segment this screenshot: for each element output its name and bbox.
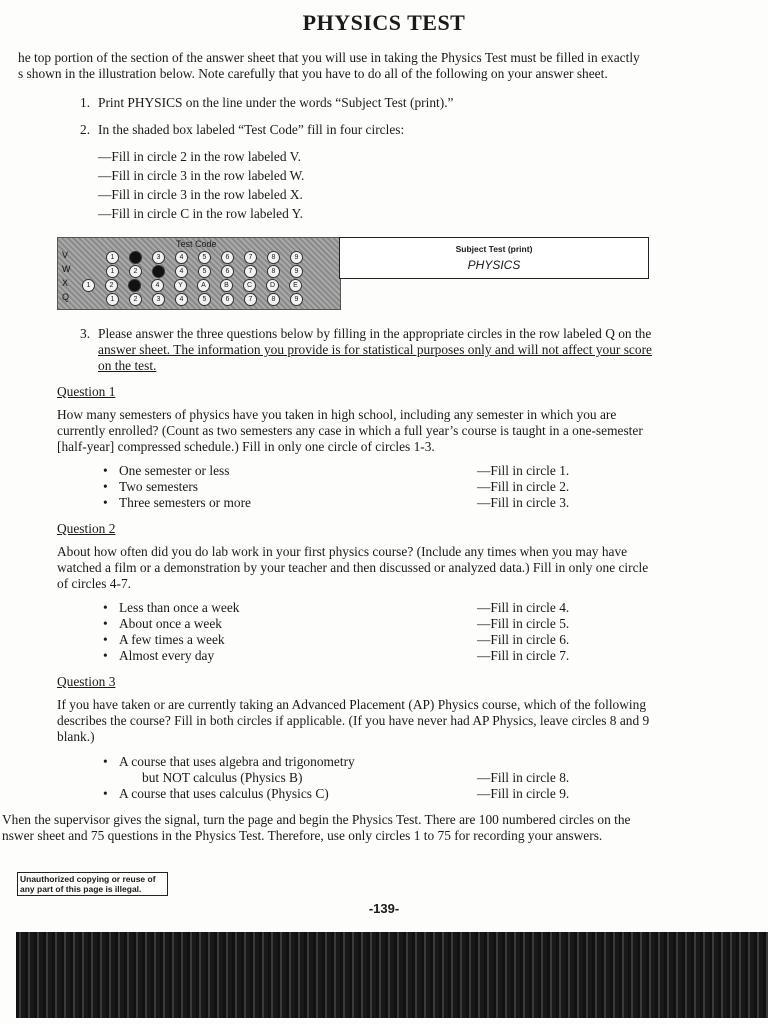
grid-row-label: W [62, 264, 71, 274]
question-2-heading: Question 2 [57, 521, 116, 536]
test-code-title: Test Code [176, 239, 217, 249]
fill-instruction: —Fill in circle 5. [477, 616, 570, 631]
subject-test-box [339, 237, 649, 279]
instruction-text: answer sheet. The information you provide is for statistical purposes only and will not affect your score [98, 342, 652, 357]
list-item: • A course that uses calculus (Physics C) [103, 786, 329, 801]
fill-instruction: —Fill in circle 6. [477, 632, 570, 647]
grid-row [58, 278, 340, 292]
question-3-fills [477, 770, 569, 802]
test-code-grid [57, 237, 341, 310]
grid-circle: 9 [290, 293, 303, 306]
page-number: -139- [368, 901, 400, 916]
grid-row-label: X [62, 278, 69, 288]
question-2-options [103, 600, 239, 664]
grid-circle: 8 [267, 251, 280, 264]
question-3-options [103, 754, 355, 802]
list-item: • One semester or less [103, 463, 230, 478]
instruction-2 [80, 122, 720, 138]
grid-circle: 5 [198, 265, 211, 278]
question-line: watched a film or a demonstration by your teacher and then discussed or analyzed data.) Fill in only one circle [57, 560, 649, 575]
grid-circle: 7 [244, 293, 257, 306]
fill-instruction: —Fill in circle 1. [477, 463, 570, 478]
question-line: of circles 4-7. [57, 576, 131, 591]
grid-circle [128, 279, 141, 292]
subject-test-value: PHYSICS [467, 258, 521, 272]
grid-circle: 1 [106, 251, 119, 264]
question-3-text [57, 697, 687, 745]
grid-circle: 5 [198, 251, 211, 264]
question-3-heading: Question 3 [57, 674, 116, 689]
grid-circle: 4 [151, 279, 164, 292]
closing-paragraph [2, 812, 742, 844]
instruction-number: 2. [80, 122, 91, 137]
grid-circle: 6 [221, 293, 234, 306]
list-item: • Three semesters or more [103, 495, 251, 510]
instruction-3 [80, 326, 720, 374]
list-item: • Almost every day [103, 648, 215, 663]
grid-circle [152, 265, 165, 278]
grid-circle: 9 [290, 265, 303, 278]
closing-line: nswer sheet and 75 questions in the Physics Test. Therefore, use only circles 1 to 75 for recording your answers. [2, 828, 603, 843]
grid-circle: 5 [198, 293, 211, 306]
intro-paragraph [18, 50, 718, 82]
grid-row [58, 250, 340, 264]
grid-circle [129, 251, 142, 264]
fill-instruction: —Fill in circle 3. [477, 495, 570, 510]
grid-circle: 2 [105, 279, 118, 292]
list-item: • A few times a week [103, 632, 225, 647]
grid-circle: 2 [129, 265, 142, 278]
sub-step: —Fill in circle 3 in the row labeled W. [98, 168, 305, 183]
instruction-text: Please answer the three questions below by filling in the appropriate circles in the row labeled Q on the [98, 326, 652, 341]
page-title: PHYSICS TEST [302, 10, 466, 35]
list-item: • Two semesters [103, 479, 199, 494]
fill-instruction: —Fill in circle 8. [477, 770, 570, 785]
instruction-text: Print PHYSICS on the line under the words “Subject Test (print).” [98, 95, 454, 110]
question-line: describes the course? Fill in both circles if applicable. (If you have never had AP Physics, leave circles 8 and 9 [57, 713, 650, 728]
question-2-fills [477, 600, 569, 664]
fill-instruction: —Fill in circle 2. [477, 479, 570, 494]
question-line: About how often did you do lab work in your first physics course? (Include any times when you may have [57, 544, 628, 559]
intro-line: s shown in the illustration below. Note carefully that you have to do all of the following on your answer sheet. [18, 66, 608, 81]
scan-artifact-band [16, 932, 768, 1018]
grid-circle: 8 [267, 293, 280, 306]
question-1-options [103, 463, 251, 511]
notice-line: any part of this page is illegal. [20, 884, 142, 894]
intro-line: he top portion of the section of the answer sheet that you will use in taking the Physics Test must be filled in exactly [18, 50, 640, 65]
question-1-fills [477, 463, 569, 511]
sub-step: —Fill in circle C in the row labeled Y. [98, 206, 303, 221]
grid-circle: 7 [244, 251, 257, 264]
subject-test-label: Subject Test (print) [455, 244, 533, 254]
question-2-text [57, 544, 687, 592]
grid-row-label: Q [62, 292, 70, 302]
list-item: but NOT calculus (Physics B) [142, 770, 303, 785]
notice-line: Unauthorized copying or reuse of [20, 874, 156, 884]
question-line: blank.) [57, 729, 95, 744]
list-item: • Less than once a week [103, 600, 240, 615]
question-line: How many semesters of physics have you taken in high school, including any semester in which you are [57, 407, 617, 422]
grid-circle: 3 [152, 251, 165, 264]
instruction-text: In the shaded box labeled “Test Code” fill in four circles: [98, 122, 405, 137]
grid-circle: 1 [106, 293, 119, 306]
grid-circle: Y [174, 279, 187, 292]
grid-circle: 1 [82, 279, 95, 292]
grid-circle: 1 [106, 265, 119, 278]
instruction-1 [80, 95, 720, 111]
question-1-heading: Question 1 [57, 384, 116, 399]
sub-step: —Fill in circle 3 in the row labeled X. [98, 187, 303, 202]
instruction-2-sublist [98, 147, 304, 223]
fill-instruction: —Fill in circle 7. [477, 648, 570, 663]
grid-circle: 6 [221, 265, 234, 278]
copyright-notice [17, 872, 168, 896]
grid-circle: 8 [267, 265, 280, 278]
grid-circle: 3 [152, 293, 165, 306]
grid-circle: C [243, 279, 256, 292]
question-line: currently enrolled? (Count as two semesters any case in which a full year’s course is taught in a one-semester [57, 423, 643, 438]
closing-line: Vhen the supervisor gives the signal, turn the page and begin the Physics Test. There are 100 numbered circles on the [2, 812, 631, 827]
grid-circle: 6 [221, 251, 234, 264]
instruction-number: 1. [80, 95, 91, 110]
question-line: If you have taken or are currently taking an Advanced Placement (AP) Physics course, which of the following [57, 697, 647, 712]
question-line: [half-year] compressed schedule.) Fill in only one circle of circles 1-3. [57, 439, 435, 454]
grid-circle: D [266, 279, 279, 292]
grid-circle: 4 [175, 251, 188, 264]
instruction-number: 3. [80, 326, 91, 341]
grid-circle: 4 [175, 265, 188, 278]
grid-circle: B [220, 279, 233, 292]
grid-row-label: V [62, 250, 69, 260]
grid-circle: 7 [244, 265, 257, 278]
list-item: • A course that uses algebra and trigonometry [103, 754, 355, 769]
list-item: • About once a week [103, 616, 222, 631]
sub-step: —Fill in circle 2 in the row labeled V. [98, 149, 301, 164]
grid-row [58, 292, 340, 306]
grid-row [58, 264, 340, 278]
instruction-text: on the test. [98, 358, 157, 373]
grid-circle: 9 [290, 251, 303, 264]
grid-circle: A [197, 279, 210, 292]
grid-circle: 2 [129, 293, 142, 306]
fill-instruction: —Fill in circle 9. [477, 786, 570, 801]
question-1-text [57, 407, 687, 455]
fill-instruction: —Fill in circle 4. [477, 600, 570, 615]
grid-circle: 4 [175, 293, 188, 306]
grid-circle: E [289, 279, 302, 292]
